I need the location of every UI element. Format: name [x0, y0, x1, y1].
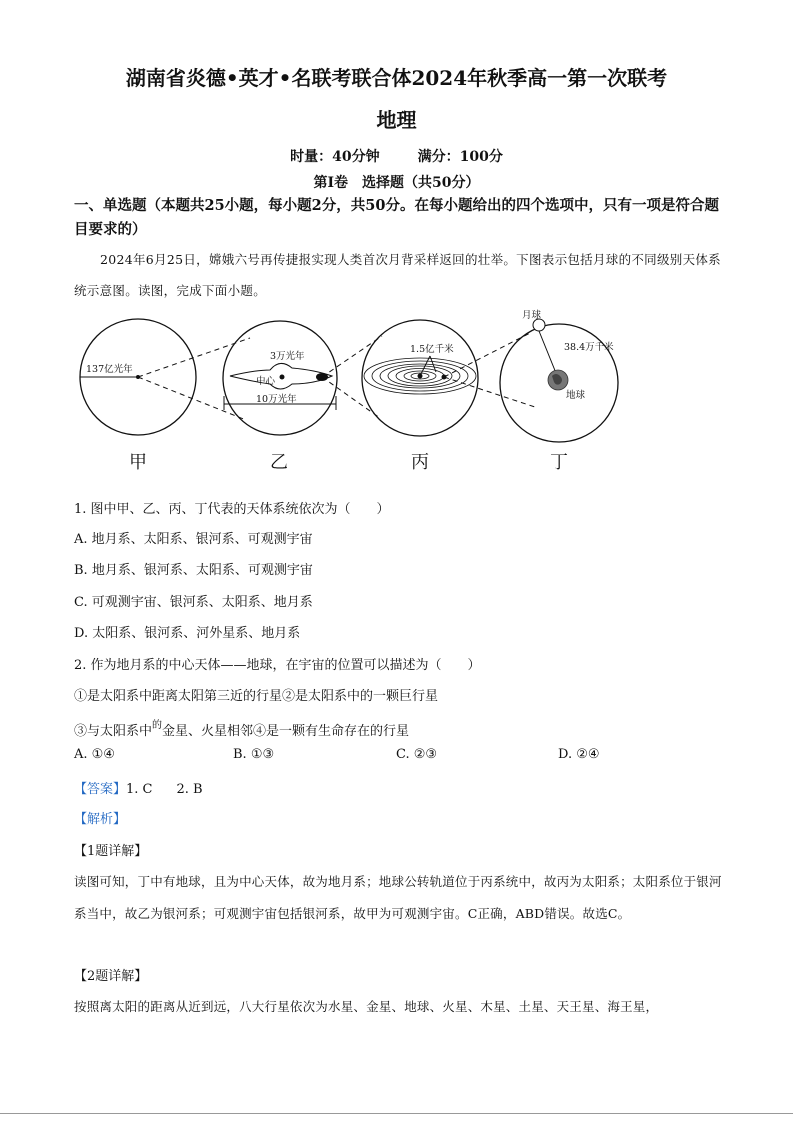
question-intro: 2024年6月25日，嫦娥六号再传捷报实现人类首次月背采样返回的壮举。下图表示包括月球的不同级别天体系统示意图。读图，完成下面小题。 — [74, 252, 721, 298]
answer-2: 2. B — [176, 782, 203, 797]
ding-distance-label: 38.4万千米 — [564, 342, 614, 353]
q1-analysis-text: 读图可知，丁中有地球，且为中心天体，故为地月系；地球公转轨道位于丙系统中，故丙为太阳系；太阳系位于银河系当中，故乙为银河系；可观测宇宙包括银河系，故甲为可观测宇宙。C正确，ABD错误。故选C。 — [74, 874, 722, 921]
ding-moon-label: 月球 — [522, 310, 542, 321]
answer-tag: 【答案】 — [74, 782, 127, 797]
q1-option-c: C. 可观测宇宙、银河系、太阳系、地月系 — [74, 595, 313, 610]
q1-stem: 1. 图中甲、乙、丙、丁代表的天体系统依次为（ ） — [74, 502, 390, 517]
exam-timing — [0, 146, 793, 166]
q2-option-a: A. ①④ — [74, 747, 115, 762]
part-heading: 第Ⅰ卷 选择题（共50分） — [313, 175, 480, 191]
q2-option-d: D. ②④ — [558, 747, 600, 762]
yi-diameter-label: 10万光年 — [256, 394, 297, 405]
page-bottom-rule — [0, 1113, 793, 1114]
label-jia: 甲 — [129, 452, 147, 473]
answer-1: 1. C — [126, 782, 153, 797]
yi-thickness-label: 3万光年 — [270, 351, 305, 362]
q2-analysis-text: 按照离太阳的距离从近到远，八大行星依次为水星、金星、地球、火星、木星、土星、天王星、海王星， — [74, 999, 659, 1014]
section-heading: 一、单选题（本题共25小题，每小题2分，共50分。在每小题给出的四个选项中，只有一项是符合题目要求的） — [74, 197, 719, 238]
celestial-systems-figure — [70, 304, 630, 476]
q1-option-a: A. 地月系、太阳系、银河系、可观测宇宙 — [74, 532, 313, 547]
figure-yi — [223, 321, 337, 435]
figure-bing — [362, 320, 478, 436]
figure-ding — [500, 309, 618, 442]
subject-title: 地理 — [376, 108, 417, 132]
full-score: 满分：100分 — [417, 149, 503, 165]
time-limit: 时量：40分钟 — [290, 149, 380, 165]
label-yi: 乙 — [270, 452, 288, 473]
jia-radius-label: 137亿光年 — [86, 364, 133, 375]
q2-analysis-heading: 【2题详解】 — [74, 969, 148, 984]
exam-title: 湖南省炎德•英才•名联考联合体2024年秋季高一第一次联考 — [125, 66, 668, 90]
q2-stem: 2. 作为地月系的中心天体——地球，在宇宙的位置可以描述为（ ） — [74, 658, 481, 673]
label-bing: 丙 — [411, 452, 429, 473]
q1-option-d: D. 太阳系、银河系、河外星系、地月系 — [74, 626, 301, 641]
q2-option-c: C. ②③ — [396, 747, 438, 762]
answer-row — [74, 778, 203, 797]
bing-distance-label: 1.5亿千米 — [410, 344, 454, 355]
q2-statements-2: ③与太阳系中$^的$金星、火星相邻④是一颗有生命存在的行星 — [74, 720, 410, 739]
q1-analysis-heading: 【1题详解】 — [74, 844, 148, 859]
ding-earth-label: 地球 — [566, 390, 586, 401]
q2-statements-1: ①是太阳系中距离太阳第三近的行星②是太阳系中的一颗巨行星 — [74, 689, 439, 704]
yi-center-label: 中心 — [256, 376, 276, 387]
q2-option-b: B. ①③ — [233, 747, 275, 762]
q1-option-b: B. 地月系、银河系、太阳系、可观测宇宙 — [74, 563, 313, 578]
label-ding: 丁 — [550, 452, 568, 473]
analysis-tag: 【解析】 — [74, 812, 127, 827]
